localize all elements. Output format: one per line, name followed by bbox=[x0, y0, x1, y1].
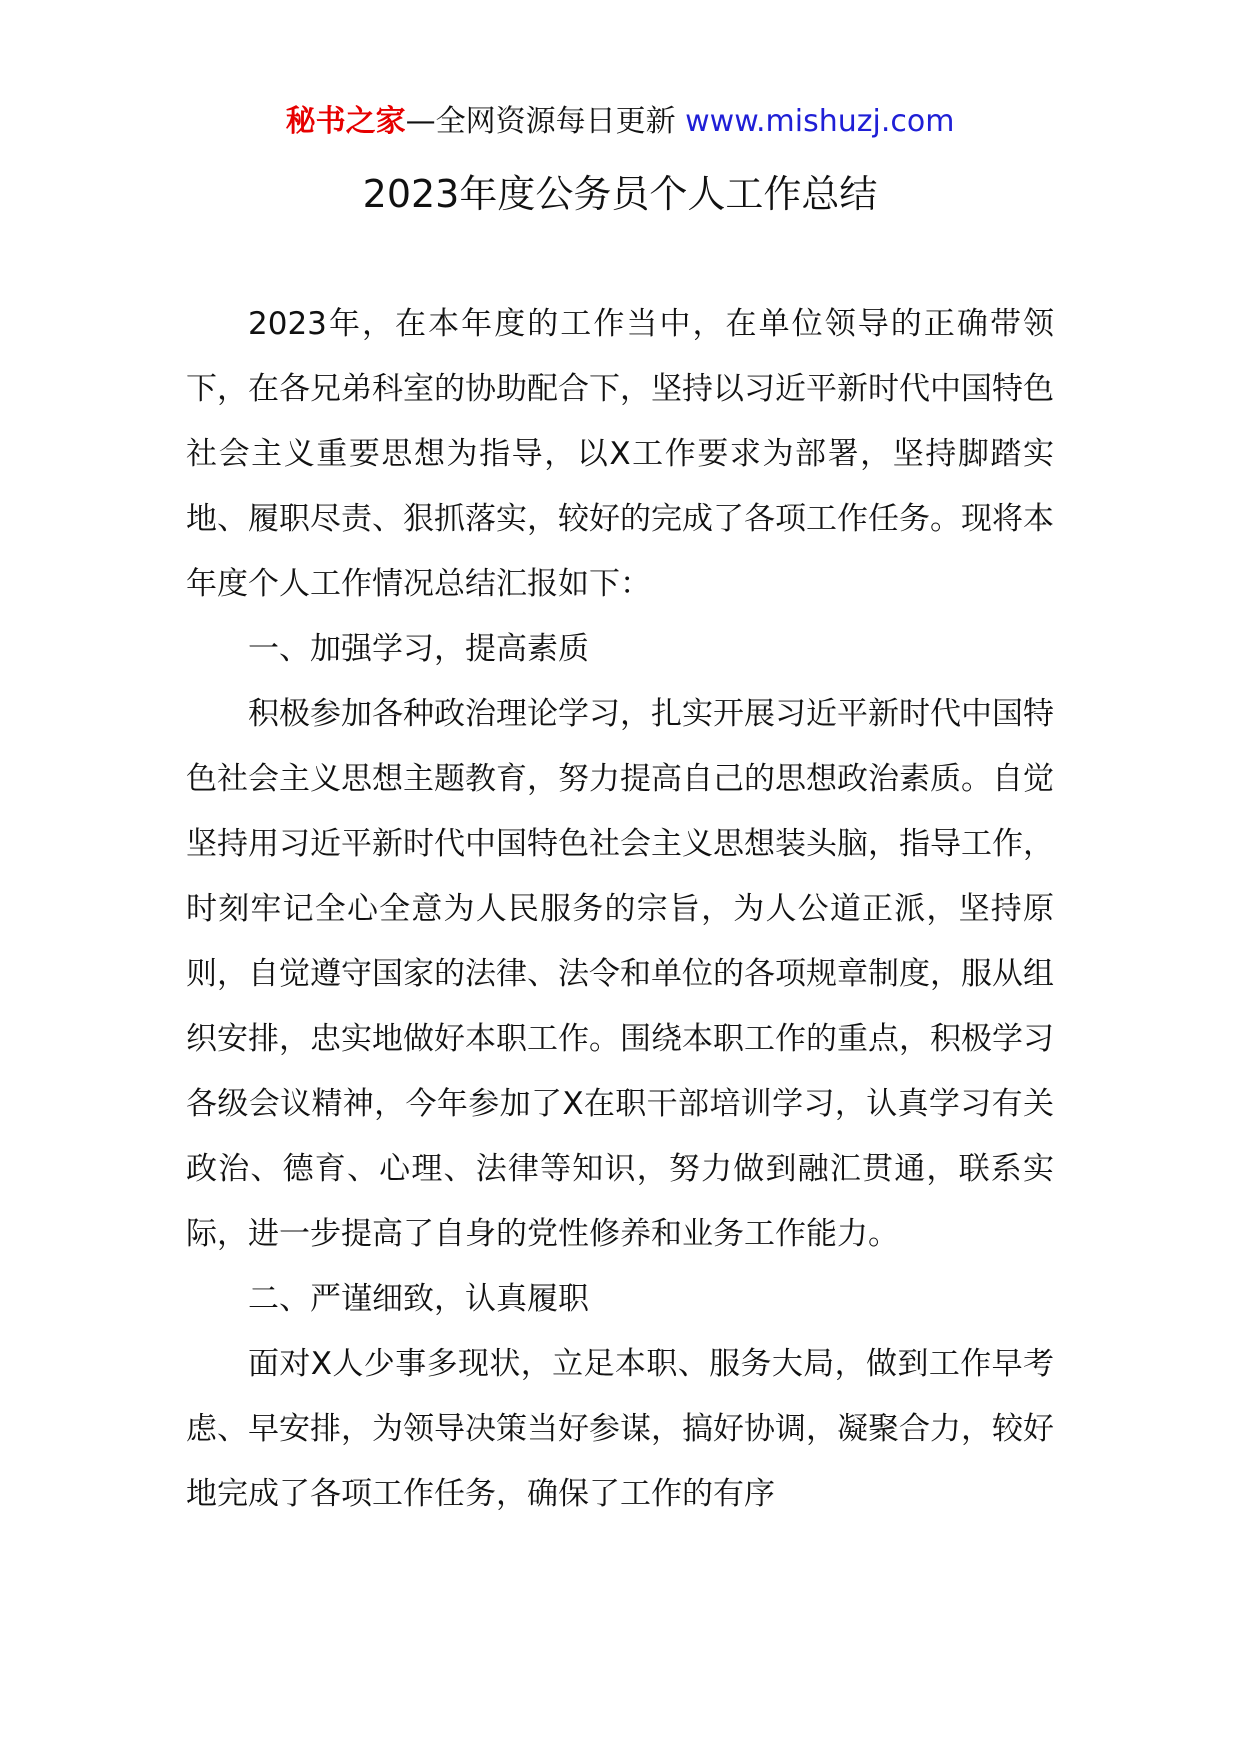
site-header bbox=[0, 100, 1240, 144]
section-heading-1: 一、加强学习，提高素质 bbox=[248, 631, 589, 667]
header-tagline: —全网资源每日更新 bbox=[405, 104, 676, 139]
site-url-link[interactable]: www.mishuzj.com bbox=[685, 104, 955, 139]
document-body bbox=[186, 292, 1054, 1527]
section-2-paragraph: 面对X人少事多现状，立足本职、服务大局，做到工作早考虑、早安排，为领导决策当好参谋，搞好协调，凝聚合力，较好地完成了各项工作任务，确保了工作的有序 bbox=[186, 1346, 1054, 1512]
section-1-paragraph: 积极参加各种政治理论学习，扎实开展习近平新时代中国特色社会主义思想主题教育，努力提高自己的思想政治素质。自觉坚持用习近平新时代中国特色社会主义思想装头脑，指导工作，时刻牢记全心全意为人民服务的宗旨，为人公道正派，坚持原则，自觉遵守国家的法律、法令和单位的各项规章制度，服从组织安排，忠实地做好本职工作。围绕本职工作的重点，积极学习各级会议精神，今年参加了X在职干部培训学习，认真学习有关政治、德育、心理、法律等知识，努力做到融汇贯通，联系实际，进一步提高了自身的党性修养和业务工作能力。 bbox=[186, 696, 1054, 1252]
intro-paragraph: 2023年，在本年度的工作当中，在单位领导的正确带领下，在各兄弟科室的协助配合下，坚持以习近平新时代中国特色社会主义重要思想为指导，以X工作要求为部署，坚持脚踏实地、履职尽责、狠抓落实，较好的完成了各项工作任务。现将本年度个人工作情况总结汇报如下： bbox=[186, 306, 1054, 602]
section-heading-2: 二、严谨细致，认真履职 bbox=[248, 1281, 589, 1317]
brand-name: 秘书之家 bbox=[285, 104, 406, 139]
document-title: 2023年度公务员个人工作总结 bbox=[362, 172, 878, 216]
